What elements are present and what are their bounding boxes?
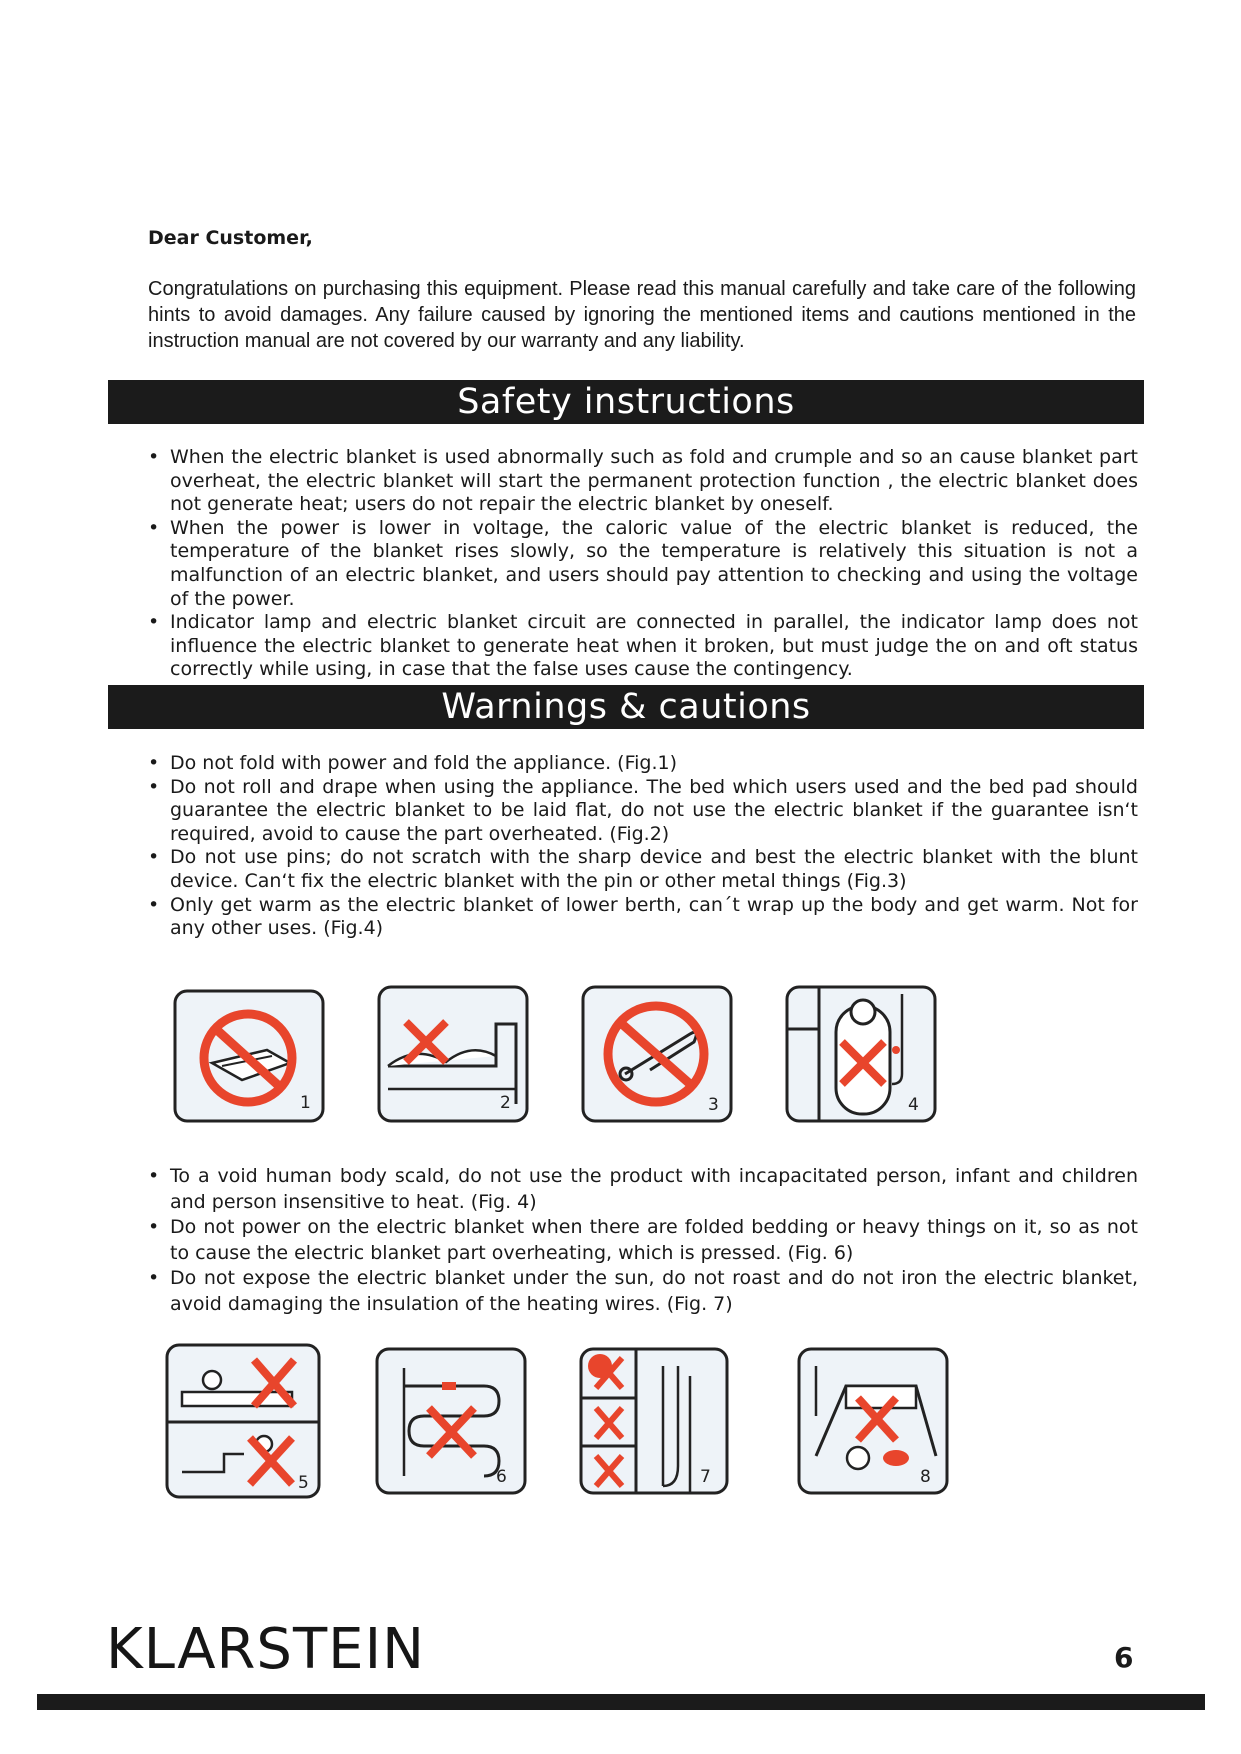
- fig-number: 1: [300, 1093, 311, 1113]
- page-number: 6: [1114, 1641, 1134, 1674]
- fig-number: 6: [496, 1467, 507, 1487]
- figure-row-1: [0, 978, 1241, 1138]
- fig-2-no-draping: [376, 984, 530, 1124]
- list-item: • Do not power on the electric blanket when there are folded bedding or heavy things on it, so as not to cause the electric blanket part overheating, which is pressed. (Fig. 6): [148, 1215, 1138, 1266]
- fig-7-no-sun-iron: [578, 1346, 730, 1496]
- list-item: • To a void human body scald, do not use the product with incapacitated person, infant and children and person insensitive to heat. (Fig. 4): [148, 1164, 1138, 1215]
- list-item: • Do not fold with power and fold the appliance. (Fig.1): [148, 752, 1138, 776]
- list-item: • Do not expose the electric blanket under the sun, do not roast and do not iron the electric blanket, avoid damaging the insulation of the heating wires. (Fig. 7): [148, 1266, 1138, 1317]
- fig-number: 3: [708, 1095, 719, 1115]
- fig-number: 8: [920, 1467, 931, 1487]
- list-item: • Only get warm as the electric blanket of lower berth, can´t wrap up the body and get warm. Not for any other uses. (Fig.4): [148, 894, 1138, 941]
- fig-4-no-wrapping: [784, 984, 938, 1124]
- list-item: • Do not roll and drape when using the appliance. The bed which users used and the bed pad should guarantee the electric blanket to be laid flat, do not use the electric blanket if the guarantee isn‘t required, avoid to cause the part overheated. (Fig.2): [148, 776, 1138, 847]
- intro-paragraph: Congratulations on purchasing this equipment. Please read this manual carefully and take care of the following hints to avoid damages. Any failure caused by ignoring the mentioned items and cautions mentioned in the instruction manual are not covered by our warranty and any liability.: [148, 278, 1136, 352]
- greeting: Dear Customer,: [148, 227, 313, 249]
- warnings-list-a: [148, 752, 1138, 941]
- fig-5-no-incapacitated: [164, 1342, 322, 1500]
- warnings-list-b: [148, 1164, 1138, 1318]
- footer-bar: [37, 1694, 1205, 1710]
- fig-number: 4: [908, 1095, 919, 1115]
- safety-list: [148, 446, 1138, 682]
- fig-number: 5: [298, 1473, 309, 1493]
- fig-8-no-wet-use: [796, 1346, 950, 1496]
- list-item: • Do not use pins; do not scratch with the sharp device and best the electric blanket with the blunt device. Can‘t fix the electric blanket with the pin or other metal things (Fig.3): [148, 846, 1138, 893]
- list-item: • Indicator lamp and electric blanket circuit are connected in parallel, the indicator lamp does not influence the electric blanket to generate heat when it broken, but must judge the on and oft status correctly while using, in case that the false uses cause the contingency.: [148, 611, 1138, 682]
- fig-number: 2: [500, 1093, 511, 1113]
- fig-1-no-folding: [172, 988, 326, 1124]
- list-item: • When the electric blanket is used abnormally such as fold and crumple and so an cause blanket part overheat, the electric blanket will start the permanent protection function , the electric blanket does not generate heat; users do not repair the electric blanket by oneself.: [148, 446, 1138, 517]
- fig-number: 7: [700, 1467, 711, 1487]
- brand-logo: KLARSTEIN: [106, 1617, 425, 1682]
- warnings-heading: Warnings & cautions: [108, 685, 1144, 729]
- figure-row-2: [0, 1340, 1241, 1500]
- safety-heading: Safety instructions: [108, 380, 1144, 424]
- list-item: • When the power is lower in voltage, the caloric value of the electric blanket is reduced, the temperature of the blanket rises slowly, so the temperature is relatively this situation is not a malfunction of an electric blanket, and users should pay attention to checking and using the voltage of the power.: [148, 517, 1138, 611]
- fig-3-no-pins: [580, 984, 734, 1124]
- fig-6-no-heavy-things: [374, 1346, 528, 1496]
